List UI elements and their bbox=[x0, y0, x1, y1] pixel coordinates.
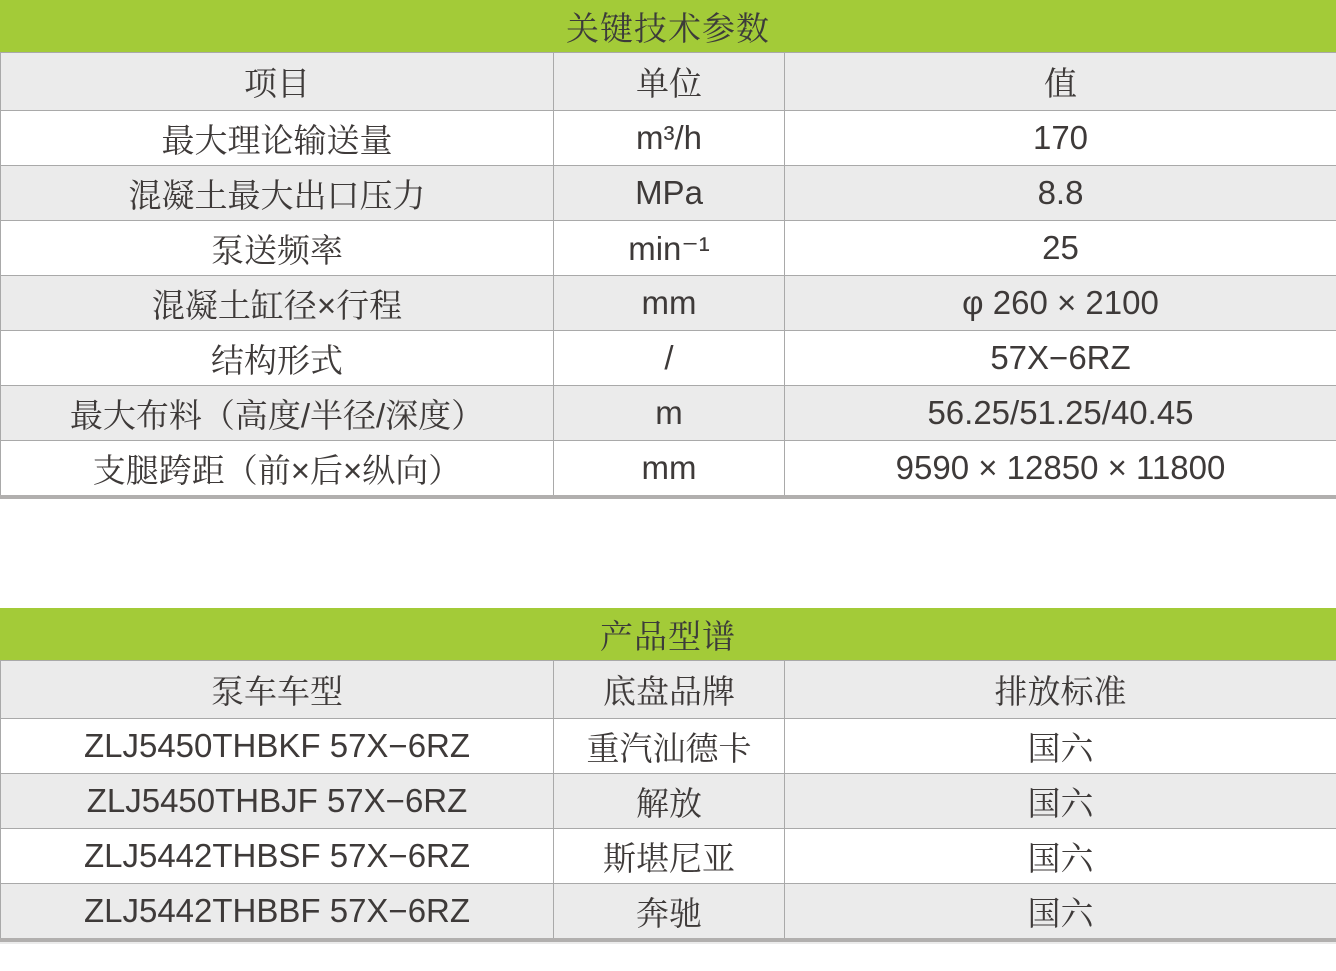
lineup-model: ZLJ5450THBJF 57X−6RZ bbox=[1, 774, 554, 829]
col-header-chassis: 底盘品牌 bbox=[554, 661, 785, 719]
lineup-emission: 国六 bbox=[785, 829, 1336, 884]
key-parameters-title-bar bbox=[0, 0, 1336, 52]
lineup-emission: 国六 bbox=[785, 884, 1336, 941]
lineup-emission: 国六 bbox=[785, 719, 1336, 774]
lineup-chassis: 奔驰 bbox=[554, 884, 785, 941]
param-item: 混凝土缸径×行程 bbox=[1, 276, 554, 331]
param-value: 57X−6RZ bbox=[785, 331, 1336, 386]
param-value: φ 260 × 2100 bbox=[785, 276, 1336, 331]
col-header-model: 泵车车型 bbox=[1, 661, 554, 719]
param-unit: mm bbox=[554, 441, 785, 498]
param-row bbox=[1, 111, 1336, 166]
product-lineup-section bbox=[0, 608, 1336, 942]
param-unit: MPa bbox=[554, 166, 785, 221]
param-item: 支腿跨距（前×后×纵向） bbox=[1, 441, 554, 498]
param-row bbox=[1, 276, 1336, 331]
param-unit: / bbox=[554, 331, 785, 386]
param-unit: min⁻¹ bbox=[554, 221, 785, 276]
col-header-emission: 排放标准 bbox=[785, 661, 1336, 719]
param-value: 56.25/51.25/40.45 bbox=[785, 386, 1336, 441]
param-row bbox=[1, 166, 1336, 221]
col-header-item: 项目 bbox=[1, 53, 554, 111]
param-item: 结构形式 bbox=[1, 331, 554, 386]
lineup-model: ZLJ5442THBBF 57X−6RZ bbox=[1, 884, 554, 941]
param-value: 25 bbox=[785, 221, 1336, 276]
col-header-unit: 单位 bbox=[554, 53, 785, 111]
key-parameters-table bbox=[0, 52, 1336, 499]
product-lineup-title: 产品型谱 bbox=[600, 617, 736, 655]
header-row bbox=[1, 53, 1336, 111]
param-row bbox=[1, 331, 1336, 386]
section-gap bbox=[0, 499, 1336, 608]
key-parameters-header bbox=[1, 53, 1336, 111]
param-item: 泵送频率 bbox=[1, 221, 554, 276]
param-item: 混凝土最大出口压力 bbox=[1, 166, 554, 221]
param-item: 最大理论输送量 bbox=[1, 111, 554, 166]
lineup-model: ZLJ5450THBKF 57X−6RZ bbox=[1, 719, 554, 774]
lineup-row bbox=[1, 884, 1336, 941]
key-parameters-title: 关键技术参数 bbox=[566, 9, 770, 47]
param-row bbox=[1, 221, 1336, 276]
lineup-row bbox=[1, 719, 1336, 774]
param-value: 8.8 bbox=[785, 166, 1336, 221]
lineup-chassis: 重汽汕德卡 bbox=[554, 719, 785, 774]
product-lineup-title-bar bbox=[0, 608, 1336, 660]
lineup-row bbox=[1, 774, 1336, 829]
param-item: 最大布料（高度/半径/深度） bbox=[1, 386, 554, 441]
param-unit: m bbox=[554, 386, 785, 441]
param-unit: m³/h bbox=[554, 111, 785, 166]
lineup-chassis: 解放 bbox=[554, 774, 785, 829]
param-row bbox=[1, 386, 1336, 441]
lineup-row bbox=[1, 829, 1336, 884]
param-unit: mm bbox=[554, 276, 785, 331]
lineup-chassis: 斯堪尼亚 bbox=[554, 829, 785, 884]
param-value: 170 bbox=[785, 111, 1336, 166]
lineup-model: ZLJ5442THBSF 57X−6RZ bbox=[1, 829, 554, 884]
param-value: 9590 × 12850 × 11800 bbox=[785, 441, 1336, 498]
param-row bbox=[1, 441, 1336, 498]
lineup-emission: 国六 bbox=[785, 774, 1336, 829]
product-lineup-table bbox=[0, 660, 1336, 942]
product-lineup-header bbox=[1, 661, 1336, 719]
col-header-value: 值 bbox=[785, 53, 1336, 111]
header-row bbox=[1, 661, 1336, 719]
